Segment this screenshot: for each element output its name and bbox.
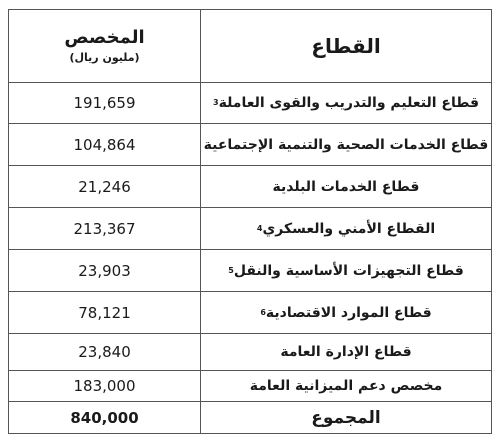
amount-cell: 21,246	[9, 166, 201, 207]
header-amount-cell	[9, 10, 201, 82]
table-row	[9, 124, 491, 166]
sector-name: قطاع الخدمات الصحية والتنمية الإجتماعية	[203, 136, 489, 153]
amount-cell: 183,000	[9, 371, 201, 401]
amount-unit-label: (مليون ريال)	[69, 51, 140, 64]
total-amount: 840,000	[9, 402, 201, 433]
table-row	[9, 334, 491, 371]
amount-cell: 78,121	[9, 292, 201, 333]
allocations-table	[8, 9, 492, 434]
sector-cell	[201, 166, 491, 207]
sector-cell: قطاع التجهيزات الأساسية والنقل 5	[228, 262, 464, 279]
sector-name: القطاع الأمني والعسكري	[262, 220, 436, 237]
amount-cell: 23,903	[9, 250, 201, 291]
amount-cell: 23,840	[9, 334, 201, 370]
sector-name: قطاع الموارد الاقتصادية	[265, 304, 432, 321]
sector-cell: القطاع الأمني والعسكري 4	[256, 220, 436, 237]
amount-column-header: المخصص	[64, 27, 145, 48]
sector-cell	[201, 124, 491, 165]
sector-cell	[201, 371, 491, 401]
header-row	[9, 10, 491, 83]
amount-cell: 213,367	[9, 208, 201, 249]
table-row	[9, 250, 491, 292]
table-row	[9, 208, 491, 250]
total-label: المجموع	[311, 407, 381, 428]
table-row	[9, 166, 491, 208]
sector-cell: قطاع التعليم والتدريب والقوى العاملة 3	[213, 95, 480, 111]
table-row	[9, 83, 491, 124]
sector-name: قطاع الإدارة العامة	[280, 344, 412, 360]
sector-name: مخصص دعم الميزانية العامة	[249, 378, 443, 394]
amount-cell: 104,864	[9, 124, 201, 165]
sector-name: قطاع التجهيزات الأساسية والنقل	[233, 262, 464, 279]
amount-cell: 191,659	[9, 83, 201, 123]
sector-cell: قطاع الموارد الاقتصادية 6	[260, 304, 432, 321]
total-row	[9, 402, 491, 433]
sector-cell	[201, 334, 491, 370]
table-row	[9, 292, 491, 334]
sector-column-header: القطاع	[311, 34, 381, 58]
sector-name: قطاع التعليم والتدريب والقوى العاملة	[218, 95, 480, 111]
sector-name: قطاع الخدمات البلدية	[272, 178, 420, 195]
table-row	[9, 371, 491, 402]
